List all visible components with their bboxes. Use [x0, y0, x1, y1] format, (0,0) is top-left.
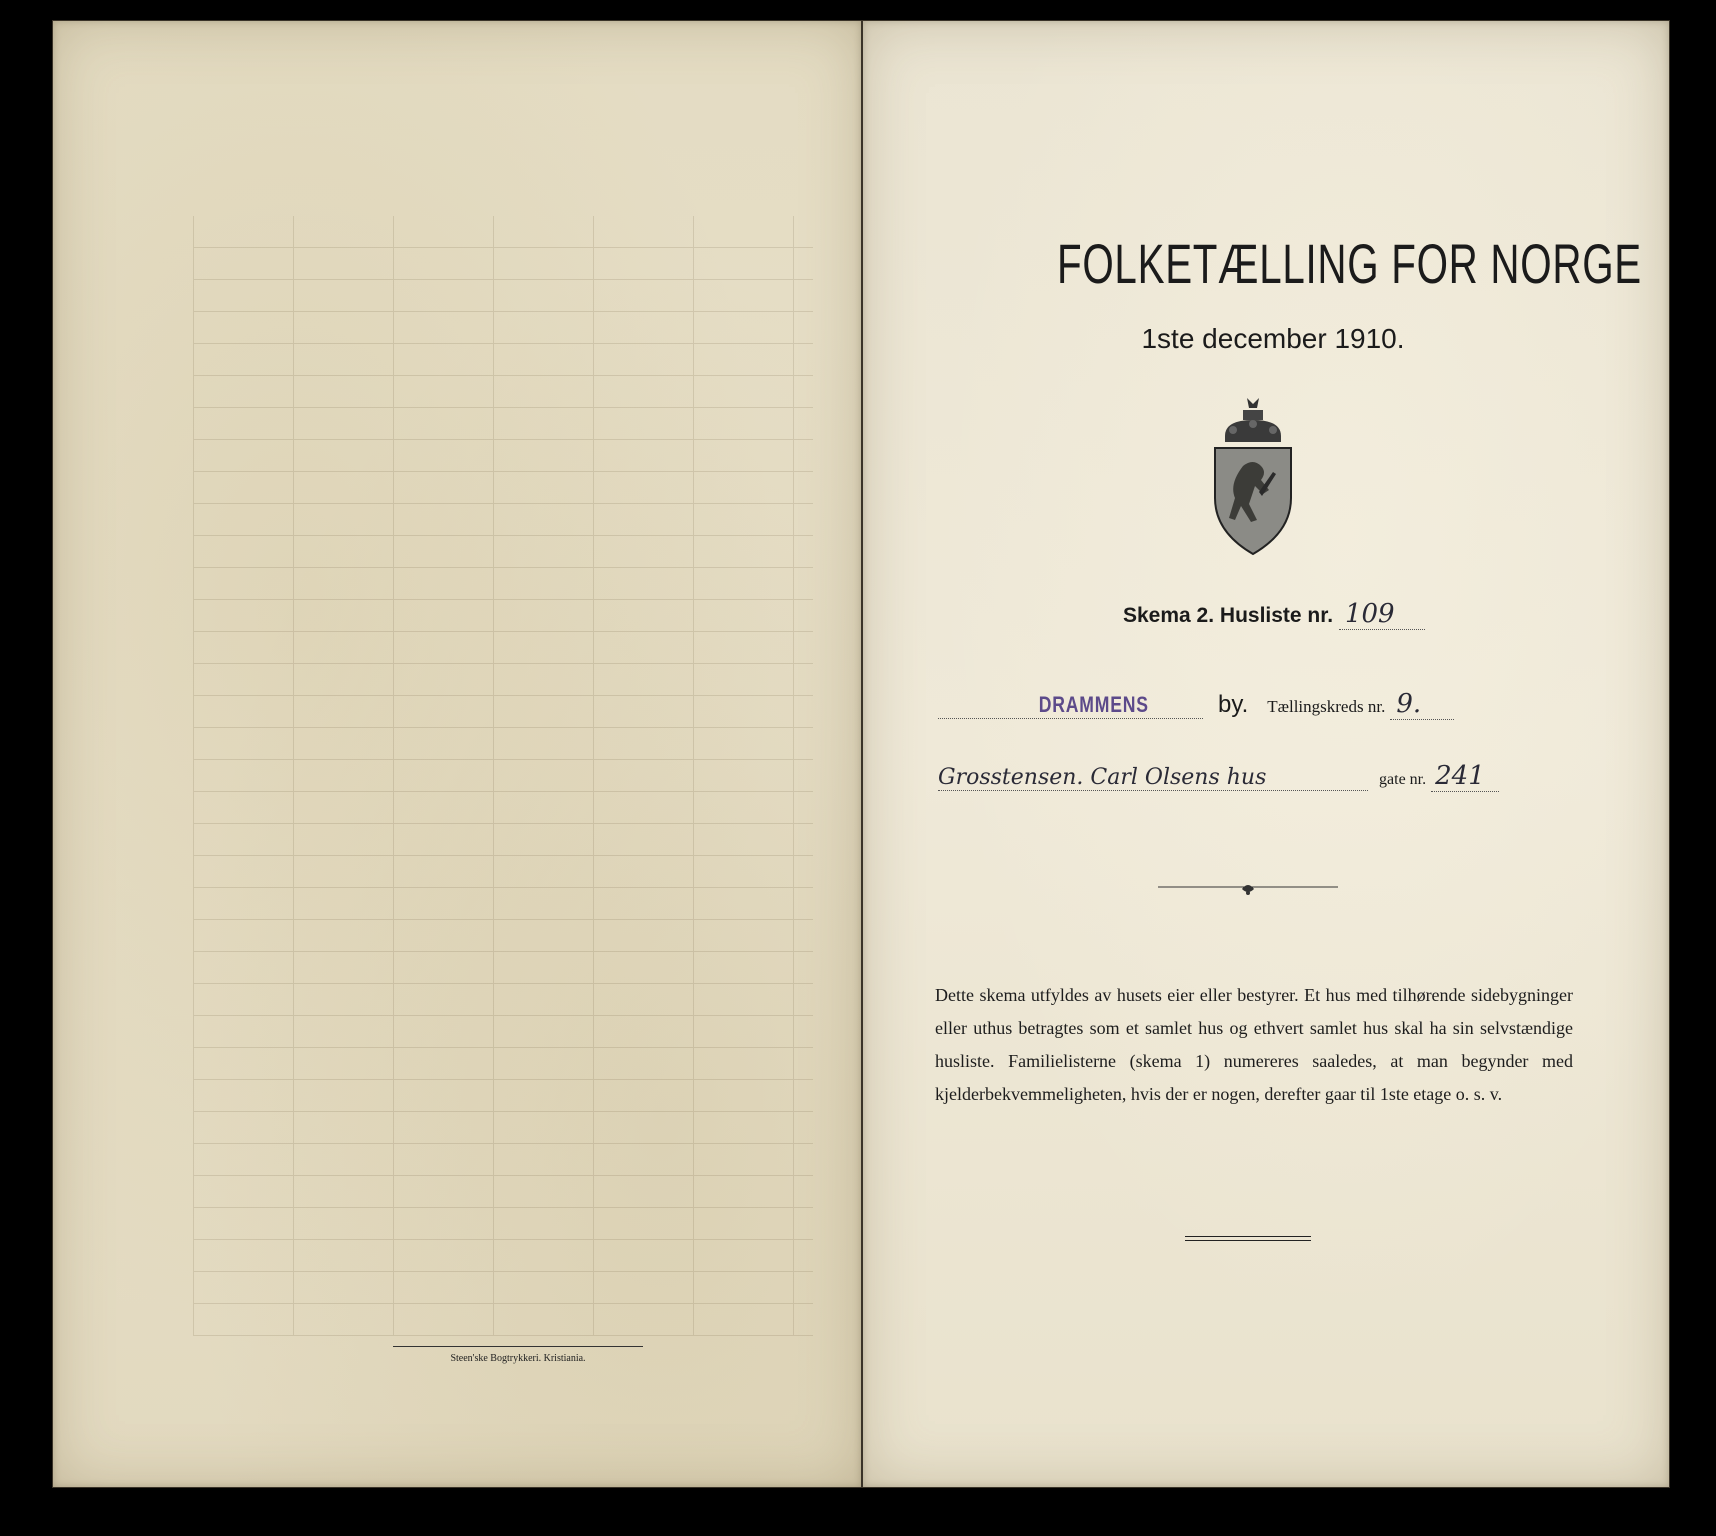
printer-credit: Steen'ske Bogtrykkeri. Kristiania.: [450, 1353, 586, 1364]
by-line: [938, 689, 1454, 720]
left-page: [52, 20, 862, 1488]
instructions-text: Dette skema utfyldes av husets eier eller bestyrer. Et hus med tilhørende sidebygninger eller uthus betragtes som et samlet hus og ethvert samlet hus skal ha sin selvstændige husliste. Familielisterne (skema 1) numereres saaledes, at man begynder med kjelderbekvemmeligheten, hvis der er nogen, derefter gaar til 1ste etage o. s. v.: [935, 985, 1573, 1104]
page-title: FOLKETÆLLING FOR NORGE: [1057, 232, 1642, 295]
city-stamp: DRAMMENS: [1039, 692, 1150, 717]
right-page: [862, 20, 1670, 1488]
kreds-number: 9.: [1390, 689, 1454, 720]
gate-number: 241: [1431, 761, 1499, 792]
norwegian-lion-shield-icon: [1203, 396, 1303, 556]
closing-rule: [1185, 1236, 1311, 1244]
by-label: by.: [1218, 691, 1249, 718]
printer-rule: [393, 1346, 643, 1347]
bleed-through-table: [193, 216, 813, 1336]
gate-label: gate nr.: [1379, 771, 1427, 788]
skema-line: [1123, 599, 1425, 630]
street-name: Grosstensen. Carl Olsens hus: [938, 765, 1368, 791]
gate-line: [938, 761, 1499, 792]
city-field: [938, 692, 1203, 719]
page-subtitle: 1ste december 1910.: [1141, 323, 1405, 354]
kreds-label: Tællingskreds nr.: [1267, 697, 1386, 716]
husliste-number: 109: [1339, 599, 1425, 630]
skema-label: Skema 2. Husliste nr.: [1123, 604, 1334, 627]
ornament-divider-icon: [1158, 879, 1338, 899]
